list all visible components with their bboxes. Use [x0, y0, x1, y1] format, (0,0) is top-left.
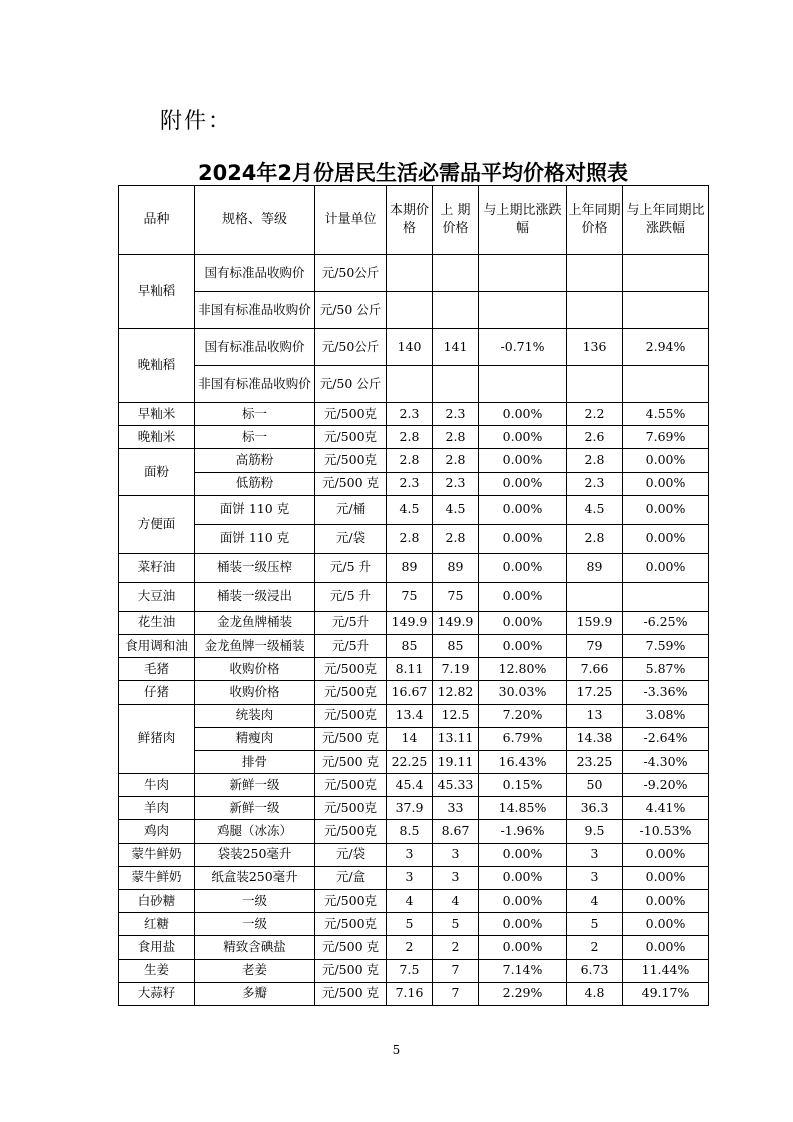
- previous-price-cell: 12.5: [433, 704, 479, 727]
- header-row: [119, 186, 709, 255]
- current-price-cell: 2.8: [387, 524, 433, 553]
- current-price-cell: 22.25: [387, 750, 433, 773]
- unit-cell: 元/500克: [315, 774, 387, 797]
- table-row: [119, 495, 709, 524]
- last-year-price-cell: 4: [567, 890, 623, 913]
- unit-cell: 元/5升: [315, 634, 387, 657]
- previous-price-cell: 2.8: [433, 426, 479, 449]
- unit-cell: 元/桶: [315, 495, 387, 524]
- yoy-change-cell: -6.25%: [623, 611, 709, 634]
- current-price-cell: 4.5: [387, 495, 433, 524]
- unit-cell: 元/盒: [315, 866, 387, 889]
- last-year-price-cell: 5: [567, 913, 623, 936]
- spec-cell: 收购价格: [195, 658, 315, 681]
- spec-cell: 桶装一级压榨: [195, 553, 315, 582]
- current-price-cell: 2.8: [387, 449, 433, 472]
- mom-change-cell: -1.96%: [479, 820, 567, 843]
- unit-cell: 元/500 克: [315, 727, 387, 750]
- previous-price-cell: 2.8: [433, 524, 479, 553]
- yoy-change-cell: 0.00%: [623, 913, 709, 936]
- current-price-cell: 8.5: [387, 820, 433, 843]
- spec-cell: 桶装一级浸出: [195, 582, 315, 611]
- mom-change-cell: 0.00%: [479, 495, 567, 524]
- last-year-price-cell: 2.8: [567, 524, 623, 553]
- mom-change-cell: 0.00%: [479, 936, 567, 959]
- spec-cell: 一级: [195, 890, 315, 913]
- last-year-price-cell: 36.3: [567, 797, 623, 820]
- spec-cell: 面饼 110 克: [195, 495, 315, 524]
- table-row: [119, 866, 709, 889]
- table-row: [119, 913, 709, 936]
- yoy-change-cell: 0.00%: [623, 936, 709, 959]
- variety-cell: 晚籼米: [119, 426, 195, 449]
- spec-cell: 一级: [195, 913, 315, 936]
- current-price-cell: 5: [387, 913, 433, 936]
- table-row: [119, 982, 709, 1005]
- unit-cell: 元/500克: [315, 820, 387, 843]
- previous-price-cell: 2: [433, 936, 479, 959]
- previous-price-cell: 5: [433, 913, 479, 936]
- previous-price-cell: 3: [433, 843, 479, 866]
- yoy-change-cell: 7.69%: [623, 426, 709, 449]
- variety-cell: 羊肉: [119, 797, 195, 820]
- yoy-change-cell: 4.55%: [623, 403, 709, 426]
- current-price-cell: 13.4: [387, 704, 433, 727]
- current-price-cell: 37.9: [387, 797, 433, 820]
- unit-cell: 元/500 克: [315, 750, 387, 773]
- previous-price-cell: 13.11: [433, 727, 479, 750]
- mom-change-cell: 14.85%: [479, 797, 567, 820]
- spec-cell: 统装肉: [195, 704, 315, 727]
- spec-cell: 纸盒装250毫升: [195, 866, 315, 889]
- current-price-cell: 149.9: [387, 611, 433, 634]
- yoy-change-cell: 0.00%: [623, 495, 709, 524]
- unit-cell: 元/袋: [315, 524, 387, 553]
- last-year-price-cell: 50: [567, 774, 623, 797]
- variety-cell: 蒙牛鲜奶: [119, 866, 195, 889]
- header-cell: 与上年同期比涨跌幅: [623, 186, 709, 255]
- current-price-cell: 16.67: [387, 681, 433, 704]
- unit-cell: 元/500克: [315, 890, 387, 913]
- previous-price-cell: 7.19: [433, 658, 479, 681]
- table-row: [119, 774, 709, 797]
- last-year-price-cell: [567, 582, 623, 611]
- spec-cell: 排骨: [195, 750, 315, 773]
- spec-cell: 多瓣: [195, 982, 315, 1005]
- yoy-change-cell: 0.00%: [623, 449, 709, 472]
- yoy-change-cell: [623, 582, 709, 611]
- unit-cell: 元/5 升: [315, 582, 387, 611]
- yoy-change-cell: 0.00%: [623, 472, 709, 495]
- unit-cell: 元/500克: [315, 681, 387, 704]
- previous-price-cell: 3: [433, 866, 479, 889]
- spec-cell: 国有标准品收购价: [195, 255, 315, 292]
- table-row: [119, 936, 709, 959]
- previous-price-cell: 149.9: [433, 611, 479, 634]
- spec-cell: 标一: [195, 426, 315, 449]
- mom-change-cell: 0.00%: [479, 426, 567, 449]
- spec-cell: 非国有标准品收购价: [195, 366, 315, 403]
- mom-change-cell: 0.00%: [479, 866, 567, 889]
- table-row: [119, 750, 709, 773]
- yoy-change-cell: -9.20%: [623, 774, 709, 797]
- last-year-price-cell: 7.66: [567, 658, 623, 681]
- yoy-change-cell: 5.87%: [623, 658, 709, 681]
- mom-change-cell: 0.00%: [479, 913, 567, 936]
- previous-price-cell: [433, 366, 479, 403]
- unit-cell: 元/50 公斤: [315, 366, 387, 403]
- table-row: [119, 449, 709, 472]
- variety-cell: 食用盐: [119, 936, 195, 959]
- last-year-price-cell: 3: [567, 866, 623, 889]
- table-row: [119, 611, 709, 634]
- previous-price-cell: 89: [433, 553, 479, 582]
- variety-cell: 蒙牛鲜奶: [119, 843, 195, 866]
- mom-change-cell: [479, 292, 567, 329]
- unit-cell: 元/500克: [315, 426, 387, 449]
- variety-cell: 面粉: [119, 449, 195, 495]
- current-price-cell: 85: [387, 634, 433, 657]
- yoy-change-cell: -10.53%: [623, 820, 709, 843]
- last-year-price-cell: 6.73: [567, 959, 623, 982]
- unit-cell: 元/500 克: [315, 936, 387, 959]
- current-price-cell: 2.3: [387, 472, 433, 495]
- variety-cell: 红糖: [119, 913, 195, 936]
- variety-cell: 花生油: [119, 611, 195, 634]
- variety-cell: 鲜猪肉: [119, 704, 195, 774]
- yoy-change-cell: 0.00%: [623, 553, 709, 582]
- last-year-price-cell: 2.6: [567, 426, 623, 449]
- table-row: [119, 472, 709, 495]
- mom-change-cell: 0.00%: [479, 890, 567, 913]
- previous-price-cell: 75: [433, 582, 479, 611]
- unit-cell: 元/5升: [315, 611, 387, 634]
- unit-cell: 元/500克: [315, 704, 387, 727]
- last-year-price-cell: 2.3: [567, 472, 623, 495]
- table-title: 2024年2月份居民生活必需品平均价格对照表: [197, 161, 629, 185]
- variety-cell: 方便面: [119, 495, 195, 553]
- previous-price-cell: [433, 255, 479, 292]
- spec-cell: 面饼 110 克: [195, 524, 315, 553]
- spec-cell: 精致含碘盐: [195, 936, 315, 959]
- spec-cell: 精瘦肉: [195, 727, 315, 750]
- last-year-price-cell: 17.25: [567, 681, 623, 704]
- mom-change-cell: 7.14%: [479, 959, 567, 982]
- mom-change-cell: -0.71%: [479, 329, 567, 366]
- table-row: [119, 292, 709, 329]
- table-row: [119, 704, 709, 727]
- last-year-price-cell: [567, 292, 623, 329]
- variety-cell: 菜籽油: [119, 553, 195, 582]
- yoy-change-cell: 0.00%: [623, 890, 709, 913]
- header-cell: 本期价格: [387, 186, 433, 255]
- last-year-price-cell: 79: [567, 634, 623, 657]
- mom-change-cell: 0.00%: [479, 553, 567, 582]
- yoy-change-cell: 4.41%: [623, 797, 709, 820]
- table-row: [119, 959, 709, 982]
- unit-cell: 元/500 克: [315, 959, 387, 982]
- yoy-change-cell: 7.59%: [623, 634, 709, 657]
- table-row: [119, 255, 709, 292]
- current-price-cell: [387, 255, 433, 292]
- last-year-price-cell: 89: [567, 553, 623, 582]
- yoy-change-cell: [623, 366, 709, 403]
- previous-price-cell: 2.3: [433, 472, 479, 495]
- spec-cell: 收购价格: [195, 681, 315, 704]
- last-year-price-cell: 23.25: [567, 750, 623, 773]
- header-cell: 计量单位: [315, 186, 387, 255]
- unit-cell: 元/500克: [315, 658, 387, 681]
- mom-change-cell: 0.00%: [479, 524, 567, 553]
- mom-change-cell: 0.00%: [479, 582, 567, 611]
- yoy-change-cell: 3.08%: [623, 704, 709, 727]
- yoy-change-cell: 0.00%: [623, 843, 709, 866]
- mom-change-cell: 6.79%: [479, 727, 567, 750]
- spec-cell: 国有标准品收购价: [195, 329, 315, 366]
- unit-cell: 元/500克: [315, 403, 387, 426]
- unit-cell: 元/500克: [315, 449, 387, 472]
- yoy-change-cell: 0.00%: [623, 866, 709, 889]
- last-year-price-cell: [567, 255, 623, 292]
- page-number: 5: [392, 1043, 401, 1057]
- variety-cell: 毛猪: [119, 658, 195, 681]
- mom-change-cell: [479, 255, 567, 292]
- spec-cell: 低筋粉: [195, 472, 315, 495]
- current-price-cell: 2: [387, 936, 433, 959]
- mom-change-cell: 0.00%: [479, 634, 567, 657]
- spec-cell: 标一: [195, 403, 315, 426]
- previous-price-cell: 4.5: [433, 495, 479, 524]
- mom-change-cell: 30.03%: [479, 681, 567, 704]
- yoy-change-cell: -3.36%: [623, 681, 709, 704]
- table-row: [119, 727, 709, 750]
- table-row: [119, 403, 709, 426]
- table-row: [119, 582, 709, 611]
- unit-cell: 元/500克: [315, 797, 387, 820]
- variety-cell: 牛肉: [119, 774, 195, 797]
- current-price-cell: 7.5: [387, 959, 433, 982]
- table-row: [119, 797, 709, 820]
- mom-change-cell: 0.00%: [479, 403, 567, 426]
- current-price-cell: 7.16: [387, 982, 433, 1005]
- variety-cell: 鸡肉: [119, 820, 195, 843]
- previous-price-cell: 33: [433, 797, 479, 820]
- last-year-price-cell: 14.38: [567, 727, 623, 750]
- variety-cell: 生姜: [119, 959, 195, 982]
- variety-cell: 白砂糖: [119, 890, 195, 913]
- yoy-change-cell: [623, 292, 709, 329]
- table-row: [119, 843, 709, 866]
- mom-change-cell: [479, 366, 567, 403]
- current-price-cell: 2.8: [387, 426, 433, 449]
- spec-cell: 高筋粉: [195, 449, 315, 472]
- yoy-change-cell: -2.64%: [623, 727, 709, 750]
- variety-cell: 晚籼稻: [119, 329, 195, 403]
- spec-cell: 非国有标准品收购价: [195, 292, 315, 329]
- current-price-cell: 89: [387, 553, 433, 582]
- last-year-price-cell: [567, 366, 623, 403]
- last-year-price-cell: 136: [567, 329, 623, 366]
- unit-cell: 元/500 克: [315, 982, 387, 1005]
- header-cell: 品种: [119, 186, 195, 255]
- previous-price-cell: [433, 292, 479, 329]
- variety-cell: 早籼米: [119, 403, 195, 426]
- header-cell: 与上期比涨跌幅: [479, 186, 567, 255]
- table-row: [119, 366, 709, 403]
- mom-change-cell: 12.80%: [479, 658, 567, 681]
- previous-price-cell: 7: [433, 982, 479, 1005]
- last-year-price-cell: 2.8: [567, 449, 623, 472]
- current-price-cell: 75: [387, 582, 433, 611]
- last-year-price-cell: 3: [567, 843, 623, 866]
- mom-change-cell: 0.00%: [479, 843, 567, 866]
- spec-cell: 金龙鱼牌一级桶装: [195, 634, 315, 657]
- spec-cell: 新鲜一级: [195, 797, 315, 820]
- previous-price-cell: 2.3: [433, 403, 479, 426]
- yoy-change-cell: [623, 255, 709, 292]
- spec-cell: 袋装250毫升: [195, 843, 315, 866]
- last-year-price-cell: 4.8: [567, 982, 623, 1005]
- current-price-cell: [387, 292, 433, 329]
- previous-price-cell: 45.33: [433, 774, 479, 797]
- last-year-price-cell: 9.5: [567, 820, 623, 843]
- table-row: [119, 820, 709, 843]
- last-year-price-cell: 159.9: [567, 611, 623, 634]
- table-row: [119, 524, 709, 553]
- previous-price-cell: 4: [433, 890, 479, 913]
- current-price-cell: 14: [387, 727, 433, 750]
- mom-change-cell: 0.00%: [479, 472, 567, 495]
- mom-change-cell: 0.00%: [479, 449, 567, 472]
- last-year-price-cell: 13: [567, 704, 623, 727]
- previous-price-cell: 7: [433, 959, 479, 982]
- current-price-cell: 140: [387, 329, 433, 366]
- current-price-cell: 45.4: [387, 774, 433, 797]
- unit-cell: 元/袋: [315, 843, 387, 866]
- yoy-change-cell: 2.94%: [623, 329, 709, 366]
- header-cell: 上年同期价格: [567, 186, 623, 255]
- current-price-cell: 2.3: [387, 403, 433, 426]
- yoy-change-cell: 49.17%: [623, 982, 709, 1005]
- header-cell: 规格、等级: [195, 186, 315, 255]
- unit-cell: 元/50公斤: [315, 329, 387, 366]
- unit-cell: 元/5 升: [315, 553, 387, 582]
- variety-cell: 食用调和油: [119, 634, 195, 657]
- previous-price-cell: 85: [433, 634, 479, 657]
- last-year-price-cell: 4.5: [567, 495, 623, 524]
- mom-change-cell: 16.43%: [479, 750, 567, 773]
- price-comparison-table: [118, 185, 709, 1006]
- variety-cell: 仔猪: [119, 681, 195, 704]
- mom-change-cell: 0.00%: [479, 611, 567, 634]
- unit-cell: 元/500 克: [315, 472, 387, 495]
- mom-change-cell: 7.20%: [479, 704, 567, 727]
- previous-price-cell: 12.82: [433, 681, 479, 704]
- previous-price-cell: 8.67: [433, 820, 479, 843]
- header-cell: 上 期价格: [433, 186, 479, 255]
- previous-price-cell: 19.11: [433, 750, 479, 773]
- yoy-change-cell: -4.30%: [623, 750, 709, 773]
- unit-cell: 元/50 公斤: [315, 292, 387, 329]
- unit-cell: 元/500克: [315, 913, 387, 936]
- table-row: [119, 658, 709, 681]
- mom-change-cell: 0.15%: [479, 774, 567, 797]
- variety-cell: 早籼稻: [119, 255, 195, 329]
- attachment-label: 附件：: [160, 109, 233, 134]
- table-row: [119, 681, 709, 704]
- spec-cell: 老姜: [195, 959, 315, 982]
- current-price-cell: 8.11: [387, 658, 433, 681]
- spec-cell: 金龙鱼牌桶装: [195, 611, 315, 634]
- current-price-cell: 4: [387, 890, 433, 913]
- current-price-cell: 3: [387, 843, 433, 866]
- last-year-price-cell: 2: [567, 936, 623, 959]
- last-year-price-cell: 2.2: [567, 403, 623, 426]
- spec-cell: 新鲜一级: [195, 774, 315, 797]
- previous-price-cell: 2.8: [433, 449, 479, 472]
- table-row: [119, 553, 709, 582]
- yoy-change-cell: 11.44%: [623, 959, 709, 982]
- yoy-change-cell: 0.00%: [623, 524, 709, 553]
- table-row: [119, 890, 709, 913]
- current-price-cell: 3: [387, 866, 433, 889]
- spec-cell: 鸡腿（冰冻）: [195, 820, 315, 843]
- table-row: [119, 329, 709, 366]
- table-row: [119, 634, 709, 657]
- variety-cell: 大蒜籽: [119, 982, 195, 1005]
- table-row: [119, 426, 709, 449]
- variety-cell: 大豆油: [119, 582, 195, 611]
- mom-change-cell: 2.29%: [479, 982, 567, 1005]
- previous-price-cell: 141: [433, 329, 479, 366]
- unit-cell: 元/50公斤: [315, 255, 387, 292]
- current-price-cell: [387, 366, 433, 403]
